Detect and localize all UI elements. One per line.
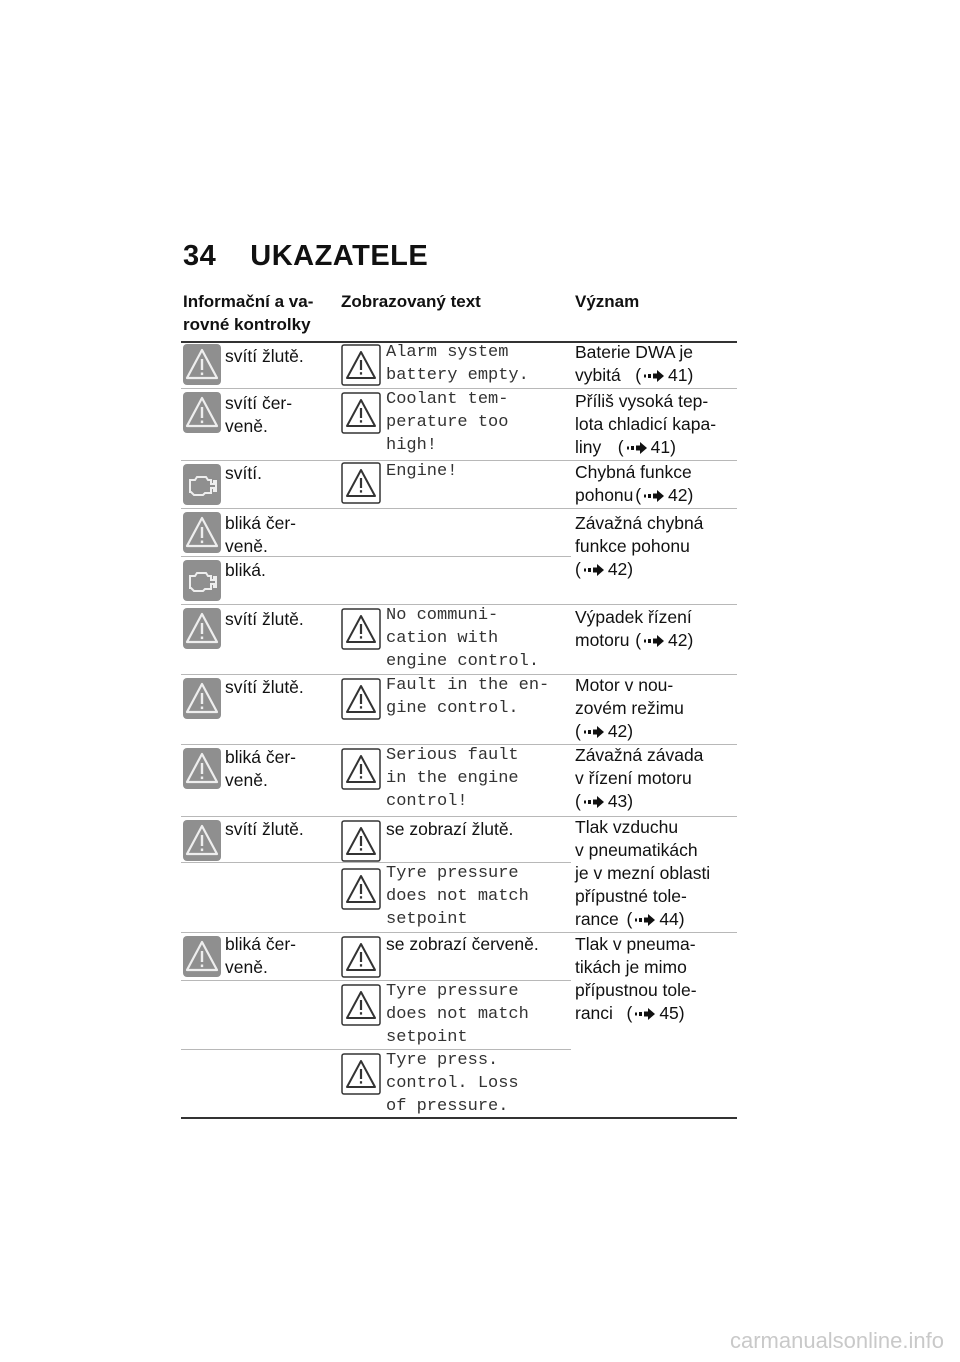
page-reference: ( 42): [635, 630, 694, 650]
page-heading: [183, 240, 428, 273]
display-warning-icon: [341, 678, 381, 720]
page-title: UKAZATELE: [250, 240, 429, 272]
display-text: Fault in the en-: [386, 676, 550, 695]
reference-arrow-icon: [644, 635, 664, 647]
reference-arrow-icon: [584, 796, 604, 808]
meaning-text: vybitá: [575, 365, 621, 385]
display-note: se zobrazí žlutě.: [386, 819, 514, 839]
engine-lamp-icon: [183, 464, 221, 505]
reference-page: 42): [607, 559, 634, 579]
meaning-text: Tlak vzduchu: [575, 817, 679, 837]
warning-lamp-icon: [183, 936, 221, 977]
header-col-indicators: [183, 290, 313, 336]
warning-lamp-icon: [183, 608, 221, 649]
header-col-indicators-line: Informační a va-: [183, 292, 314, 311]
display-warning-icon: [341, 868, 381, 910]
display-warning-icon: [341, 392, 381, 434]
reference-arrow-icon: [627, 442, 647, 454]
lamp-state: bliká čer-: [225, 934, 296, 954]
watermark: carmanualsonline.info: [729, 1328, 944, 1353]
lamp-state: svítí žlutě.: [225, 677, 304, 697]
display-text: Serious fault: [386, 746, 519, 765]
reference-page: 41): [668, 365, 694, 385]
meaning-text: Tlak v pneuma-: [575, 934, 696, 954]
warning-lamp-icon: [183, 748, 221, 789]
display-note: se zobrazí červeně.: [386, 934, 539, 954]
display-text: in the engine: [386, 769, 519, 788]
reference-page: 42): [668, 485, 694, 505]
table-rule: [181, 1117, 737, 1119]
header-col-meaning: Význam: [575, 292, 640, 311]
meaning-text: Motor v nou-: [575, 675, 674, 695]
lamp-state: veně.: [225, 770, 268, 790]
page-reference: ( 41): [635, 365, 694, 385]
meaning-text: Výpadek řízení: [575, 607, 692, 627]
meaning-text: ranci: [575, 1003, 613, 1023]
lamp-state: bliká čer-: [225, 513, 296, 533]
reference-page: 41): [650, 437, 676, 457]
meaning-text: přípustné tole-: [575, 886, 687, 906]
lamp-state: veně.: [225, 416, 268, 436]
page-reference: ( 42): [635, 485, 694, 505]
page-reference: ( 45): [626, 1003, 685, 1023]
reference-page: 42): [668, 630, 694, 650]
display-warning-icon: [341, 984, 381, 1026]
display-text: Coolant tem-: [386, 390, 509, 409]
meaning-text: Chybná funkce: [575, 462, 692, 482]
meaning-text: funkce pohonu: [575, 536, 690, 556]
display-text: battery empty.: [386, 366, 529, 385]
page-reference: ( 42): [575, 559, 634, 579]
meaning-text: v řízení motoru: [575, 768, 692, 788]
engine-lamp-icon: [183, 560, 221, 601]
page-reference: ( 41): [617, 437, 676, 457]
header-col-indicators-line: rovné kontrolky: [183, 315, 311, 334]
display-warning-icon: [341, 820, 381, 862]
lamp-state: bliká.: [225, 560, 266, 580]
warning-lamp-icon: [183, 820, 221, 861]
meaning-text: tikách je mimo: [575, 957, 687, 977]
display-text: high!: [386, 436, 438, 455]
meaning-text: je v mezní oblasti: [575, 863, 711, 883]
display-text: Engine!: [386, 462, 458, 481]
reference-arrow-icon: [584, 564, 604, 576]
display-text: of pressure.: [386, 1097, 509, 1116]
meaning-text: pohonu: [575, 485, 634, 505]
page-reference: ( 42): [575, 721, 634, 741]
table-rule: [181, 508, 737, 509]
meaning-text: Příliš vysoká tep-: [575, 391, 709, 411]
display-warning-icon: [341, 344, 381, 386]
reference-arrow-icon: [635, 914, 655, 926]
meaning-text: rance: [575, 909, 619, 929]
warning-lamp-icon: [183, 344, 221, 385]
lamp-state: bliká čer-: [225, 747, 296, 767]
display-text: control. Loss: [386, 1074, 519, 1093]
display-text: Tyre press.: [386, 1051, 499, 1070]
reference-page: 42): [607, 721, 634, 741]
display-text: control!: [386, 792, 468, 811]
warning-lamp-icon: [183, 392, 221, 433]
display-text: perature too: [386, 413, 509, 432]
display-warning-icon: [341, 936, 381, 978]
header-col-display-text: Zobrazovaný text: [341, 292, 481, 311]
meaning-text: v pneumatikách: [575, 840, 698, 860]
reference-arrow-icon: [644, 370, 664, 382]
lamp-state: svítí žlutě.: [225, 346, 304, 366]
lamp-state: veně.: [225, 536, 268, 556]
display-text: does not match: [386, 887, 529, 906]
meaning-text: Závažná závada: [575, 745, 704, 765]
display-text: No communi-: [386, 606, 499, 625]
meaning-text: lota chladicí kapa-: [575, 414, 717, 434]
meaning-text: zovém režimu: [575, 698, 684, 718]
display-text: Tyre pressure: [386, 864, 519, 883]
display-warning-icon: [341, 608, 381, 650]
reference-page: 44): [659, 909, 685, 929]
display-text: Tyre pressure: [386, 982, 519, 1001]
warning-lamp-icon: [183, 512, 221, 553]
display-warning-icon: [341, 462, 381, 504]
meaning-text: liny: [575, 437, 602, 457]
table-rule: [181, 1049, 571, 1050]
reference-arrow-icon: [644, 490, 664, 502]
page-reference: ( 43): [575, 791, 634, 811]
lamp-state: svítí čer-: [225, 393, 293, 413]
reference-arrow-icon: [635, 1008, 655, 1020]
reference-page: 43): [607, 791, 634, 811]
lamp-state: svítí žlutě.: [225, 819, 304, 839]
display-text: engine control.: [386, 652, 540, 671]
meaning-text: motoru: [575, 630, 630, 650]
page-number: 34: [183, 240, 217, 272]
reference-arrow-icon: [584, 726, 604, 738]
meaning-text: Baterie DWA je: [575, 342, 694, 362]
lamp-state: svítí žlutě.: [225, 609, 304, 629]
meaning-text: přípustnou tole-: [575, 980, 697, 1000]
warning-lamp-icon: [183, 678, 221, 719]
meaning-text: Závažná chybná: [575, 513, 704, 533]
lamp-state: veně.: [225, 957, 268, 977]
display-text: cation with: [386, 629, 499, 648]
display-text: Alarm system: [386, 343, 509, 362]
lamp-state: svítí.: [225, 463, 262, 483]
display-text: gine control.: [386, 699, 519, 718]
display-warning-icon: [341, 748, 381, 790]
reference-page: 45): [659, 1003, 685, 1023]
display-text: does not match: [386, 1005, 529, 1024]
display-text: setpoint: [386, 910, 468, 929]
display-warning-icon: [341, 1053, 381, 1095]
page-reference: ( 44): [626, 909, 685, 929]
display-text: setpoint: [386, 1028, 468, 1047]
table-rule: [181, 556, 571, 557]
